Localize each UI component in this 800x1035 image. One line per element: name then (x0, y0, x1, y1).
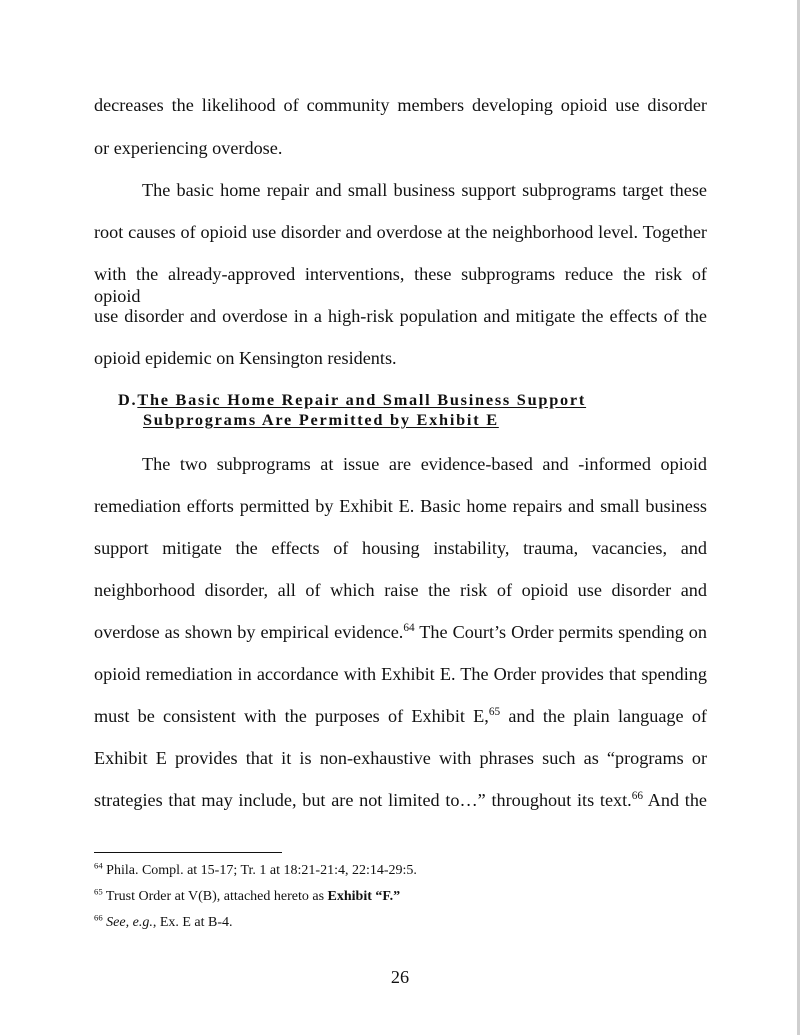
section-line: strategies that may include, but are not limited to…” throughout its text.$^{66}$ And the (94, 789, 707, 810)
heading-line-1: The Basic Home Repair and Small Business Support (137, 390, 587, 409)
page-number: 26 (390, 967, 410, 987)
section-line: remediation efforts permitted by Exhibit E. Basic home repairs and small business (94, 496, 707, 516)
footnote-ref[interactable]: 64 (403, 621, 415, 634)
body-line: decreases the likelihood of community members developing opioid use disorder (94, 95, 707, 115)
section-line: neighborhood disorder, all of which raise the risk of opioid use disorder and (94, 580, 707, 600)
section-line: must be consistent with the purposes of Exhibit E,$^{65}$ and the plain language of (94, 705, 707, 726)
section-line: overdose as shown by empirical evidence.$^{64}$ The Court’s Order permits spending on (94, 621, 707, 642)
section-heading (118, 390, 586, 430)
body-line: opioid epidemic on Kensington residents. (94, 348, 397, 368)
footnote: $^{66}$ See, e.g., Ex. E at B-4. (94, 912, 233, 930)
body-line: The basic home repair and small business support subprograms target these (142, 180, 707, 200)
body-line: or experiencing overdose. (94, 138, 283, 158)
heading-marker: D. (118, 390, 138, 409)
footnote-number: 65 (94, 886, 103, 897)
citation-signal: See, e.g. (102, 915, 153, 930)
exhibit-label: Exhibit “F.” (327, 889, 401, 904)
section-line: opioid remediation in accordance with Exhibit E. The Order provides that spending (94, 664, 707, 684)
body-line: use disorder and overdose in a high-risk population and mitigate the effects of the (94, 306, 707, 326)
heading-line-2: Subprograms Are Permitted by Exhibit E (143, 410, 499, 429)
footnote-ref[interactable]: 66 (631, 789, 643, 802)
body-line: with the already-approved interventions, these subprograms reduce the risk of opioid (94, 264, 707, 306)
section-line: support mitigate the effects of housing instability, trauma, vacancies, and (94, 538, 707, 558)
section-line: Exhibit E provides that it is non-exhaustive with phrases such as “programs or (94, 748, 707, 768)
footnote: $^{65}$ Trust Order at V(B), attached hereto as Exhibit “F.” (94, 886, 401, 904)
section-line: The two subprograms at issue are evidence-based and -informed opioid (142, 454, 707, 474)
footnote-number: 66 (94, 912, 103, 923)
footnote-divider (94, 852, 282, 853)
footnote-ref[interactable]: 65 (488, 705, 501, 718)
body-line: root causes of opioid use disorder and overdose at the neighborhood level. Together (94, 222, 707, 242)
footnote: $^{64}$ Phila. Compl. at 15-17; Tr. 1 at 18:21-21:4, 22:14-29:5. (94, 860, 417, 878)
footnote-number: 64 (94, 860, 103, 871)
